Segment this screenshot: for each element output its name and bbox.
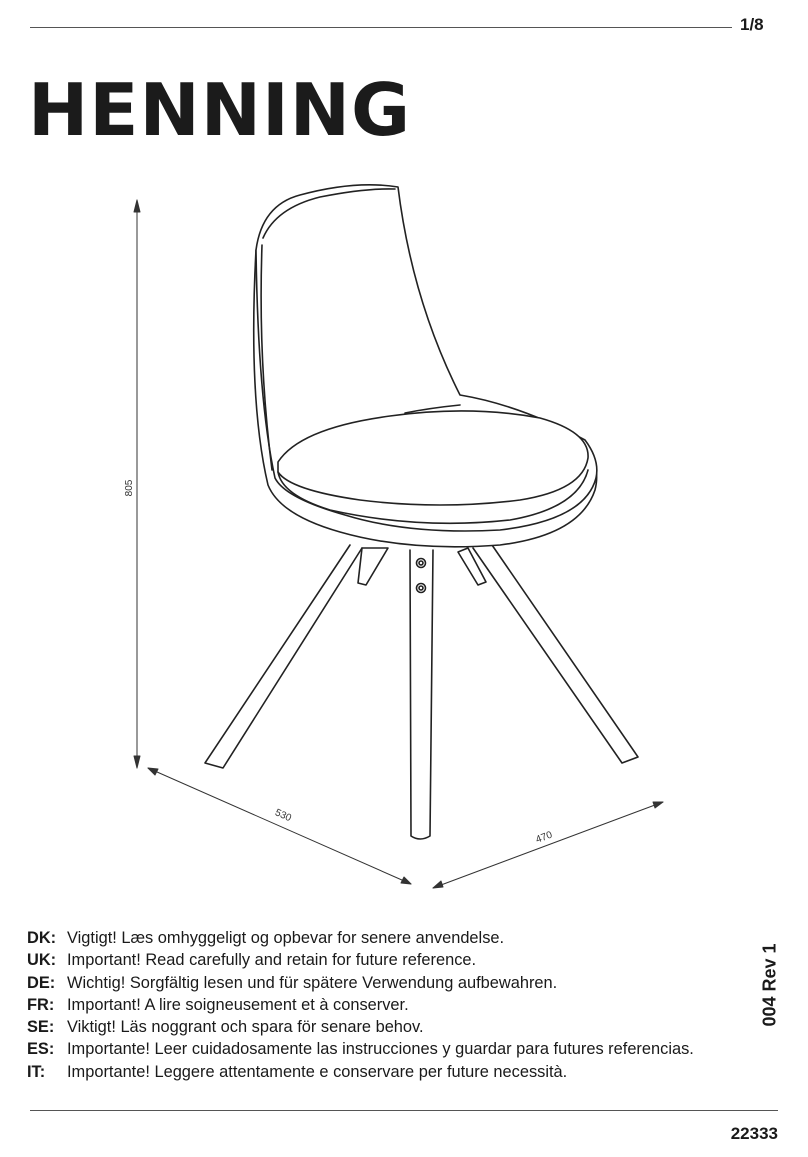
warning-text: Important! A lire soigneusement et à conserver.	[67, 995, 409, 1014]
bottom-rule	[30, 1110, 778, 1111]
language-code: UK:	[27, 951, 57, 970]
chair-illustration	[0, 160, 808, 900]
warning-text: Importante! Leggere attentamente e conservare per future necessità.	[67, 1062, 568, 1081]
warning-row-it	[27, 1063, 787, 1085]
height-label: 805	[124, 479, 135, 497]
width-dimension-line	[148, 768, 411, 884]
depth-dimension-line	[433, 802, 663, 888]
language-code: DE:	[27, 973, 56, 992]
warning-row-uk	[27, 951, 787, 973]
warning-text: Wichtig! Sorgfältig lesen und für spätere Verwendung aufbewahren.	[67, 973, 558, 992]
back-leg-right	[458, 545, 638, 763]
top-rule	[30, 27, 732, 28]
revision-label: 004 Rev 1	[759, 943, 780, 1027]
warning-text: Vigtigt! Læs omhyggeligt og opbevar for senere anvendelse.	[67, 929, 505, 947]
language-code: SE:	[27, 1018, 55, 1037]
back-leg-left	[205, 545, 388, 768]
front-leg	[410, 550, 433, 839]
warning-text: Importante! Leer cuidadosamente las instrucciones y guardar para futures referencias.	[67, 1040, 694, 1059]
warning-row-se	[27, 1018, 787, 1040]
warning-text: Viktigt! Läs noggrant och spara för senare behov.	[67, 1018, 424, 1037]
warning-row-de	[27, 974, 787, 996]
warning-row-fr	[27, 996, 787, 1018]
language-code: ES:	[27, 1040, 55, 1059]
warning-list	[27, 929, 787, 1085]
warning-row-es	[27, 1040, 787, 1062]
product-title: HENNING	[28, 68, 412, 152]
language-code: IT:	[27, 1062, 46, 1081]
page-number: 1/8	[740, 15, 764, 34]
warning-text: Important! Read carefully and retain for future reference.	[67, 951, 477, 970]
depth-label: 470	[534, 829, 554, 846]
language-code: FR:	[27, 995, 55, 1014]
width-label: 530	[273, 807, 293, 825]
product-number: 22333	[730, 1124, 778, 1143]
warning-row-dk	[27, 929, 787, 951]
language-code: DK:	[27, 929, 57, 947]
